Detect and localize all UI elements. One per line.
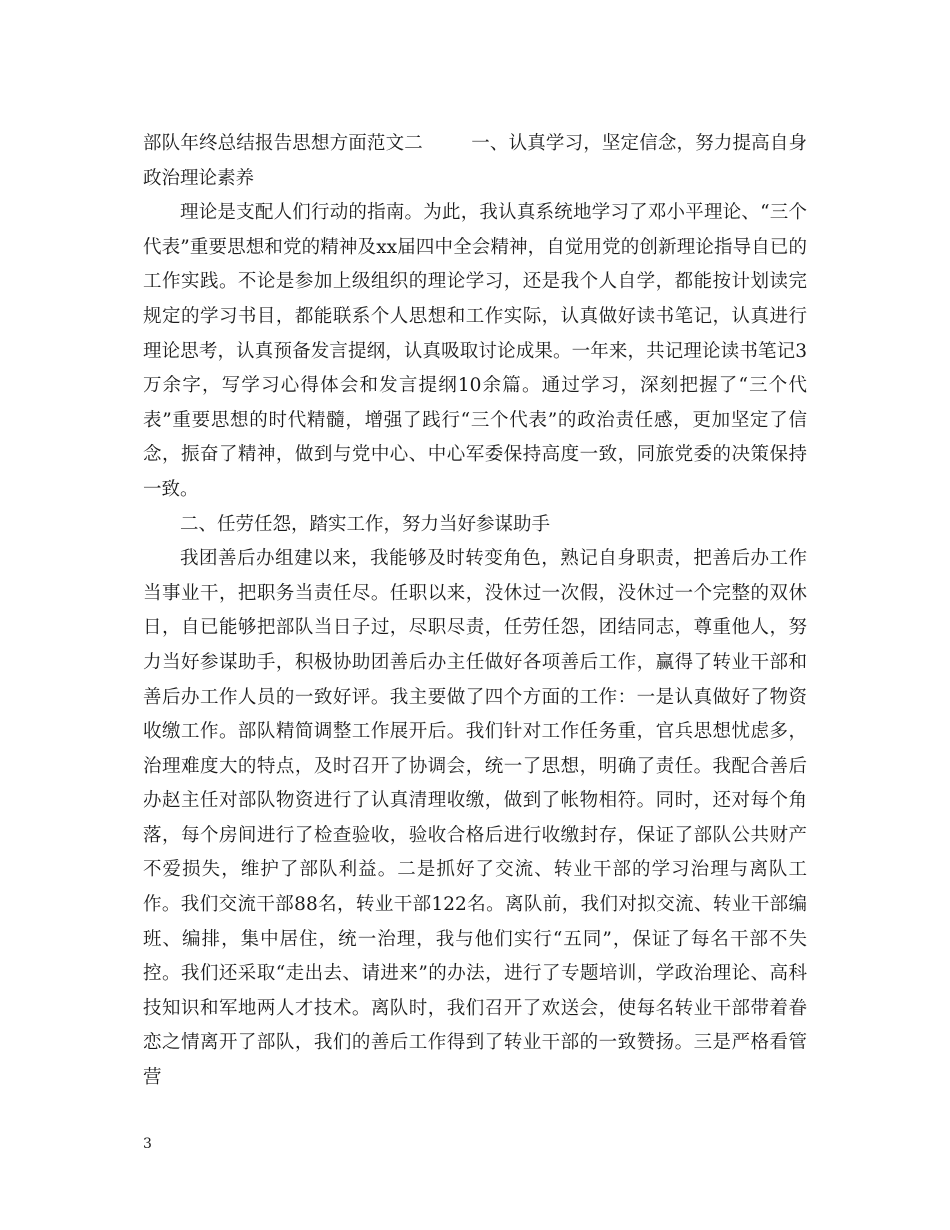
- section-heading-2: 二、任劳任怨，踏实工作，努力当好参谋助手: [180, 513, 551, 535]
- paragraph-2: 我团善后办组建以来，我能够及时转变角色，熟记自身职责，把善后办工作当事业干，把职务当责任尽。任职以来，没休过一次假，没休过一个完整的双休日，自已能够把部队当日子过，尽职尽责，任劳任怨，团结同志，尊重他人，努力当好参谋助手，积极协助团善后办主任做好各项善后工作，赢得了转业干部和善后办工作人员的一致好评。我主要做了四个方面的工作：一是认真做好了物资收缴工作。部队精简调整工作展开后。我们针对工作任务重，官兵思想忧虑多，治理难度大的特点，及时召开了协调会，统一了思想，明确了责任。我配合善后办赵主任对部队物资进行了认真清理收缴，做到了帐物相符。同时，还对每个角落，每个房间进行了检查验收，验收合格后进行收缴封存，保证了部队公共财产不爱损失，维护了部队利益。二是抓好了交流、转业干部的学习治理与离队工作。我们交流干部88名，转业干部122名。离队前，我们对拟交流、转业干部编班、编排，集中居住，统一治理，我与他们实行“五同”，保证了每名干部不失控。我们还采取“走出去、请进来”的办法，进行了专题培训，学政治理论、高科技知识和军地两人才技术。离队时，我们召开了欢送会，使每名转业干部带着眷恋之情离开了部队，我们的善后工作得到了转业干部的一致赞扬。三是严格看管营: [143, 548, 807, 1089]
- paragraph-1: 理论是支配人们行动的指南。为此，我认真系统地学习了邓小平理论、“三个代表”重要思想和党的精神及xx届四中全会精神，自觉用党的创新理论指导自已的工作实践。不论是参加上级组织的理论学习，还是我个人自学，都能按计划读完规定的学习书目，都能联系个人思想和工作实际，认真做好读书笔记，认真进行理论思考，认真预备发言提纲，认真吸取讨论成果。一年来，共记理论读书笔记3万余字，写学习心得体会和发言提纲10余篇。通过学习，深刻把握了“三个代表”重要思想的时代精髓，增强了践行“三个代表”的政治责任感，更加坚定了信念，振奋了精神，做到与党中心、中心军委保持高度一致，同旅党委的决策保持一致。: [143, 202, 807, 500]
- page-number: 3: [143, 1136, 152, 1152]
- document-heading: [143, 127, 807, 196]
- section-heading-1: 一、认真学习，坚定信念，努力提高自身政治理论素养: [143, 133, 807, 189]
- document-title: 部队年终总结报告思想方面范文二: [143, 133, 423, 154]
- document-body: [143, 127, 807, 1096]
